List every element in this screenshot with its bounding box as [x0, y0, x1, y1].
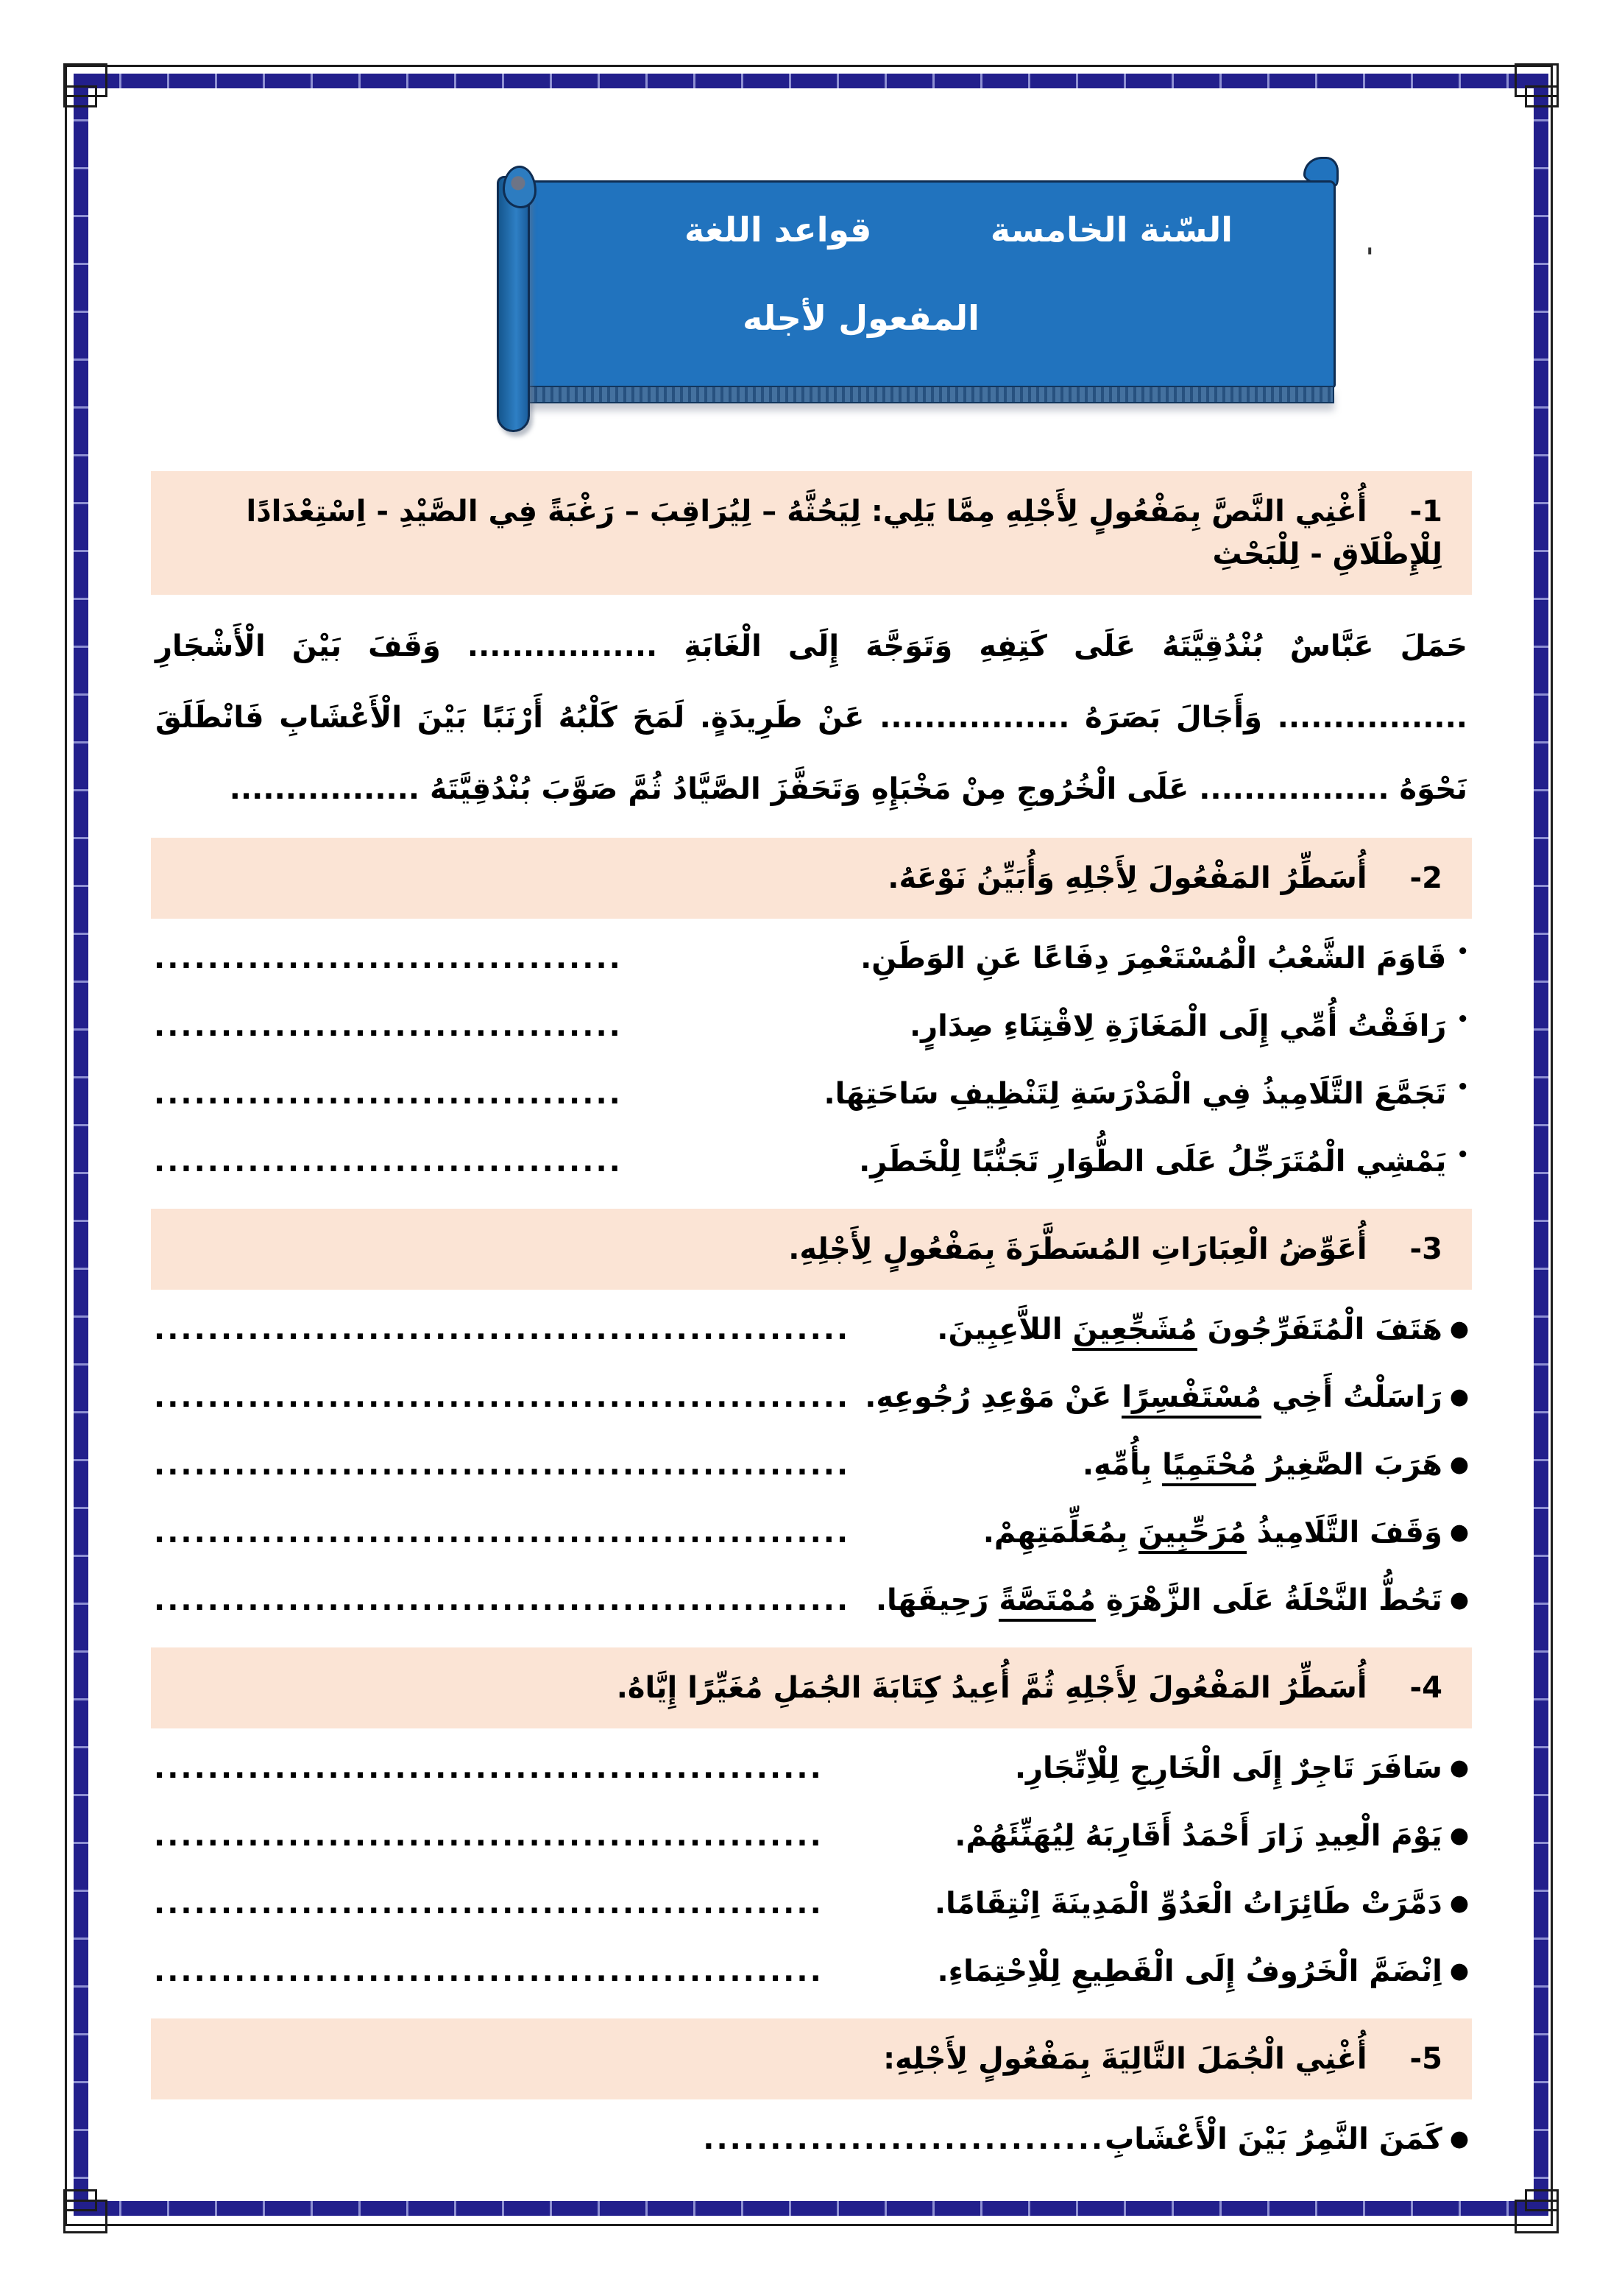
item-sentence: سَافَرَ تَاجِرٌ إِلَى الْخَارِجِ لِلْاِتِّجَارِ. [1014, 1751, 1442, 1786]
exercise-item [151, 1951, 1472, 1992]
section-2-header [151, 838, 1472, 919]
section-4-items [151, 1748, 1472, 1992]
answer-dots: ................................... [154, 1145, 623, 1179]
underlined-word: مُحْتَمِيًا [1162, 1448, 1256, 1486]
bullet-icon: ● [1449, 1519, 1469, 1546]
item-sentence: يَوْمَ الْعِيدِ زَارَ أَحْمَدُ أَقَارِبَهُ لِيُهَنِّئَهُمْ. [955, 1819, 1442, 1854]
item-sentence: كَمَنَ النَّمِرُ بَيْنَ الْأَعْشَابِ [1105, 2122, 1442, 2157]
border-corner-ornament [63, 85, 97, 107]
exercise-item [151, 1580, 1472, 1621]
section-5-number: 5- [1409, 2042, 1442, 2077]
item-sentence-post: بِمُعَلِّمَتِهِمْ. [982, 1516, 1138, 1550]
answer-dots: .................................................... [154, 1313, 851, 1347]
section-4-header [151, 1647, 1472, 1728]
bullet-icon: ● [1449, 1384, 1469, 1410]
answer-dots: ................................... [154, 942, 623, 976]
answer-dots: .............................. [703, 2122, 1105, 2157]
answer-dots: ................................... [154, 1009, 623, 1044]
page-border-band-top [74, 74, 1548, 88]
bullet-icon: • [1456, 1144, 1469, 1167]
page-border-band-right [1534, 74, 1548, 2216]
section-2-number: 2- [1409, 861, 1442, 896]
border-corner-ornament [63, 2189, 97, 2211]
section-1-number: 1- [1409, 495, 1442, 529]
item-sentence-pre: تَحُطُّ النَّحْلَةُ عَلَى الزَّهْرَةِ [1095, 1583, 1442, 1618]
item-sentence-post: بِأُمِّهِ. [1082, 1448, 1163, 1483]
underlined-word: مُشَجِّعِينَ [1072, 1313, 1197, 1351]
bullet-icon: • [1456, 941, 1469, 964]
item-sentence: دَمَّرَتْ طَائِرَاتُ الْعَدُوِّ الْمَدِينَةَ اِنْتِقَامًا. [934, 1887, 1442, 1921]
item-sentence-pre: رَاسَلْتُ أَخِي [1261, 1380, 1442, 1415]
bullet-icon: ● [1449, 2126, 1469, 2152]
bullet-icon: ● [1449, 1958, 1469, 1985]
underlined-word: مُرَحِّبِينَ [1138, 1516, 1247, 1554]
page-border-band-left [74, 74, 88, 2216]
item-sentence-pre: هَرَبَ الصَّغِيرُ [1256, 1448, 1442, 1483]
section-5-header [151, 2018, 1472, 2099]
exercise-item [151, 1883, 1472, 1924]
exercise-item [151, 1309, 1472, 1350]
bullet-icon: ● [1449, 1452, 1469, 1478]
bullet-icon: ● [1449, 1316, 1469, 1343]
section-4-instruction: أُسَطِّرُ المَفْعُولَ لِأَجْلِهِ ثُمَّ أُعِيدُ كِتَابَةَ الجُمَلِ مُغَيِّرًا إِيَّاهُ. [616, 1671, 1367, 1706]
item-sentence-pre: هَتَفَ الْمُتَفَرِّجُونَ [1197, 1313, 1442, 1347]
item-sentence: اِنْضَمَّ الْخَرُوفُ إِلَى الْقَطِيعِ لِلْاِحْتِمَاءِ. [937, 1954, 1442, 1989]
exercise-item [151, 1748, 1472, 1789]
border-corner-ornament [1525, 2189, 1559, 2211]
answer-dots: .................................................... [154, 1516, 851, 1550]
exercise-item [151, 1006, 1472, 1047]
section-3-instruction: أُعَوِّضُ الْعِبَارَاتِ المُسَطَّرَةَ بِمَفْعُولٍ لِأَجْلِهِ. [788, 1232, 1367, 1267]
answer-dots: .................................................. [154, 1954, 824, 1989]
exercise-item [151, 938, 1472, 979]
exercise-item [151, 1512, 1472, 1553]
bullet-icon: ● [1449, 1890, 1469, 1917]
grade-label: السّنة الخامسة [990, 210, 1233, 250]
item-sentence: رَافَقْتُ أُمِّي إِلَى الْمَغَازَةِ لِاقْتِنَاءِ صِدَارٍ. [909, 1009, 1447, 1044]
scroll-rolled-edge [525, 386, 1334, 403]
scroll-curl-left-icon [503, 166, 536, 208]
bullet-icon: • [1456, 1009, 1469, 1031]
section-1-header [151, 471, 1472, 595]
bullet-icon: ● [1449, 1823, 1469, 1849]
answer-dots: .................................................. [154, 1751, 824, 1786]
stray-mark: ' [1366, 243, 1374, 272]
bullet-icon: ● [1449, 1587, 1469, 1614]
answer-dots: .................................................... [154, 1380, 851, 1415]
item-sentence-post: اللاَّعِبِينَ. [937, 1313, 1073, 1347]
section-2-instruction: أُسَطِّرُ المَفْعُولَ لِأَجْلِهِ وَأُبَيِّنُ نَوْعَهُ. [888, 861, 1367, 896]
answer-dots: .................................................. [154, 1887, 824, 1921]
item-sentence-pre: وَقَفَ التَّلَامِيذُ [1246, 1516, 1442, 1550]
section-2-items [151, 938, 1472, 1182]
section-5-instruction: أُغْنِي الْجُمَلَ التَّالِيَةَ بِمَفْعُولٍ لِأَجْلِهِ: [883, 2042, 1367, 2077]
course-label: قواعد اللغة [684, 210, 872, 250]
item-sentence: يَمْشِي الْمُتَرَجِّلُ عَلَى الطُّوَارِ تَجَنُّبًا لِلْخَطَرِ. [859, 1145, 1447, 1179]
answer-dots: ................................... [154, 1077, 623, 1112]
section-4-number: 4- [1409, 1671, 1442, 1706]
section-1-instruction: أُغْنِي النَّصَّ بِمَفْعُولٍ لِأَجْلِهِ مِمَّا يَلِي: لِيَحُثَّهُ – لِيُرَاقِبَ – رَغْبَةً فِي الصَّيْدِ - اِسْتِعْدَادًا لِلْإِطْلَاقِ - لِلْبَحْثِ [246, 495, 1442, 571]
exercise-1-paragraph: حَمَلَ عَبَّاسٌ بُنْدُقِيَّتَهُ عَلَى كَتِفِهِ وَتَوَجَّهَ إِلَى الْغَابَةِ ................. وَقَفَ بَيْنَ الْأَشْجَارِ ................. وَأَجَالَ بَصَرَهُ ................. عَنْ طَرِيدَةٍ. لَمَحَ كَلْبُهُ أَرْنَبًا بَيْنَ الْأَعْشَابِ فَانْطَلَقَ نَحْوَهُ ................. عَلَى الْخُرُوجِ مِنْ مَخْبَإِهِ وَتَحَفَّزَ الصَّيَّادُ ثُمَّ صَوَّبَ بُنْدُقِيَّتَهُ ................. [155, 629, 1467, 806]
exercise-item [151, 1815, 1472, 1857]
exercise-item [151, 1377, 1472, 1418]
worksheet-content [151, 147, 1472, 2186]
bullet-icon: ● [1449, 1755, 1469, 1781]
section-3-header [151, 1209, 1472, 1290]
answer-dots: .................................................... [154, 1448, 851, 1483]
item-sentence: تَجَمَّعَ التَّلَامِيذُ فِي الْمَدْرَسَةِ لِتَنْظِيفِ سَاحَتِهَا. [824, 1077, 1447, 1112]
exercise-item [151, 2119, 1472, 2160]
answer-dots: .................................................. [154, 1819, 824, 1854]
item-sentence: قَاوَمَ الشَّعْبُ الْمُسْتَعْمِرَ دِفَاعًا عَنِ الوَطَنِ. [860, 942, 1447, 976]
section-3-number: 3- [1409, 1232, 1442, 1267]
section-5-items [151, 2119, 1472, 2160]
exercise-item [151, 1141, 1472, 1182]
bullet-icon: • [1456, 1076, 1469, 1099]
item-sentence-post: رَحِيقَهَا. [875, 1583, 999, 1618]
page-border-band-bottom [74, 2201, 1548, 2216]
underlined-word: مُسْتَفْسِرًا [1122, 1380, 1261, 1419]
item-sentence-post: عَنْ مَوْعِدِ رُجُوعِهِ. [865, 1380, 1122, 1415]
underlined-word: مُمْتَصَّةً [999, 1583, 1096, 1622]
answer-dots: .................................................... [154, 1583, 851, 1618]
section-3-items [151, 1309, 1472, 1621]
exercise-item [151, 1073, 1472, 1115]
exercise-item [151, 1444, 1472, 1486]
lesson-title: المفعول لأجله [743, 298, 980, 338]
border-corner-ornament [1525, 85, 1559, 107]
title-banner [497, 166, 1336, 431]
